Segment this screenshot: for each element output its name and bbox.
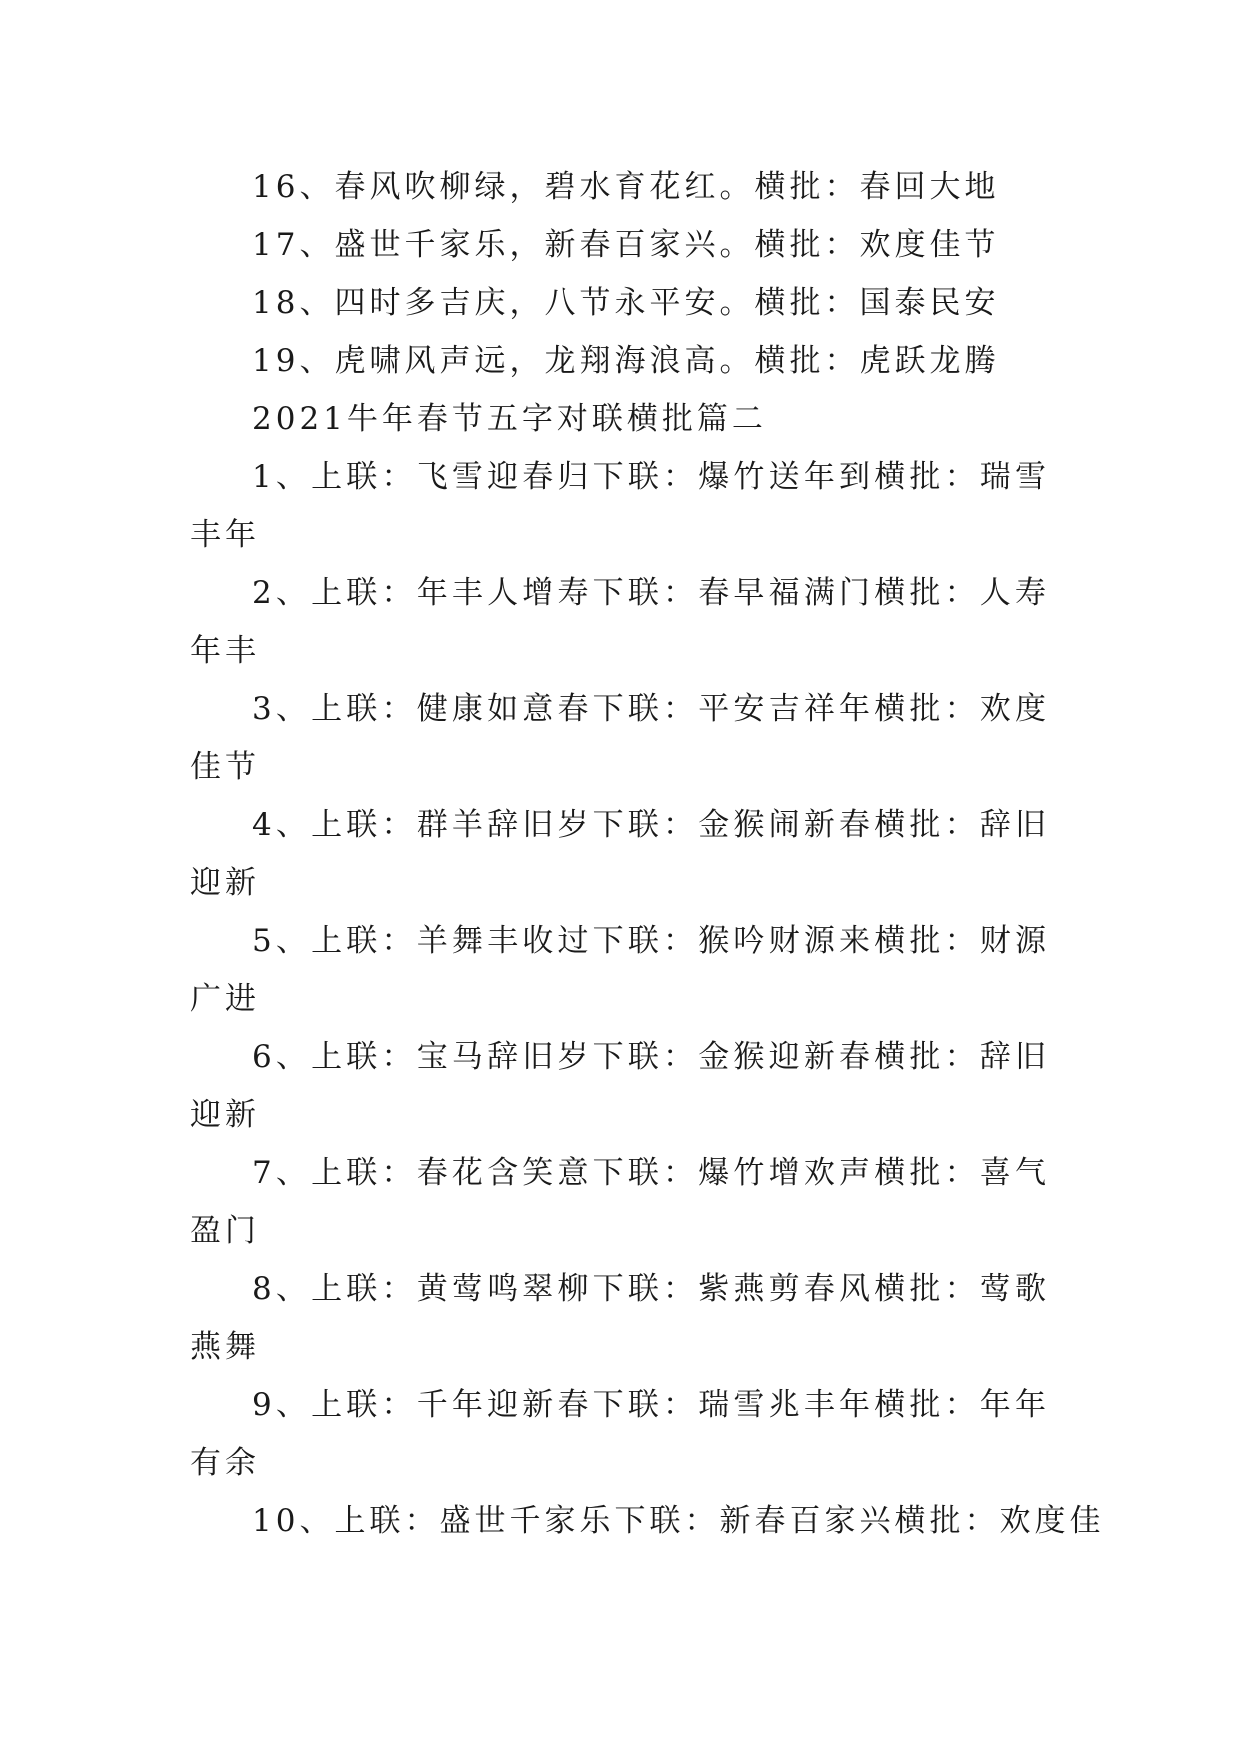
- couplet-entry-3: 3、上联：健康如意春下联：平安吉祥年横批：欢度佳节: [190, 691, 1050, 785]
- section-heading: 2021牛年春节五字对联横批篇二: [252, 401, 767, 437]
- couplet-entry-1: 1、上联：飞雪迎春归下联：爆竹送年到横批：瑞雪丰年: [190, 459, 1050, 553]
- couplet-entry-9: 9、上联：千年迎新春下联：瑞雪兆丰年横批：年年有余: [190, 1387, 1050, 1481]
- couplet-entry-6: 6、上联：宝马辞旧岁下联：金猴迎新春横批：辞旧迎新: [190, 1039, 1050, 1133]
- couplet-entry-10: 10、上联：盛世千家乐下联：新春百家兴横批：欢度佳: [252, 1503, 1105, 1539]
- couplet-line-17: 17、盛世千家乐，新春百家兴。横批：欢度佳节: [252, 227, 1000, 263]
- document-body: [190, 158, 1105, 1550]
- couplet-line-19: 19、虎啸风声远，龙翔海浪高。横批：虎跃龙腾: [252, 343, 1000, 379]
- couplet-entry-4: 4、上联：群羊辞旧岁下联：金猴闹新春横批：辞旧迎新: [190, 807, 1050, 901]
- couplet-entry-5: 5、上联：羊舞丰收过下联：猴吟财源来横批：财源广进: [190, 923, 1050, 1017]
- couplet-line-16: 16、春风吹柳绿，碧水育花红。横批：春回大地: [252, 169, 1000, 205]
- couplet-entry-8: 8、上联：黄莺鸣翠柳下联：紫燕剪春风横批：莺歌燕舞: [190, 1271, 1050, 1365]
- couplet-line-18: 18、四时多吉庆，八节永平安。横批：国泰民安: [252, 285, 1000, 321]
- couplet-entry-7: 7、上联：春花含笑意下联：爆竹增欢声横批：喜气盈门: [190, 1155, 1050, 1249]
- couplet-entry-2: 2、上联：年丰人增寿下联：春早福满门横批：人寿年丰: [190, 575, 1050, 669]
